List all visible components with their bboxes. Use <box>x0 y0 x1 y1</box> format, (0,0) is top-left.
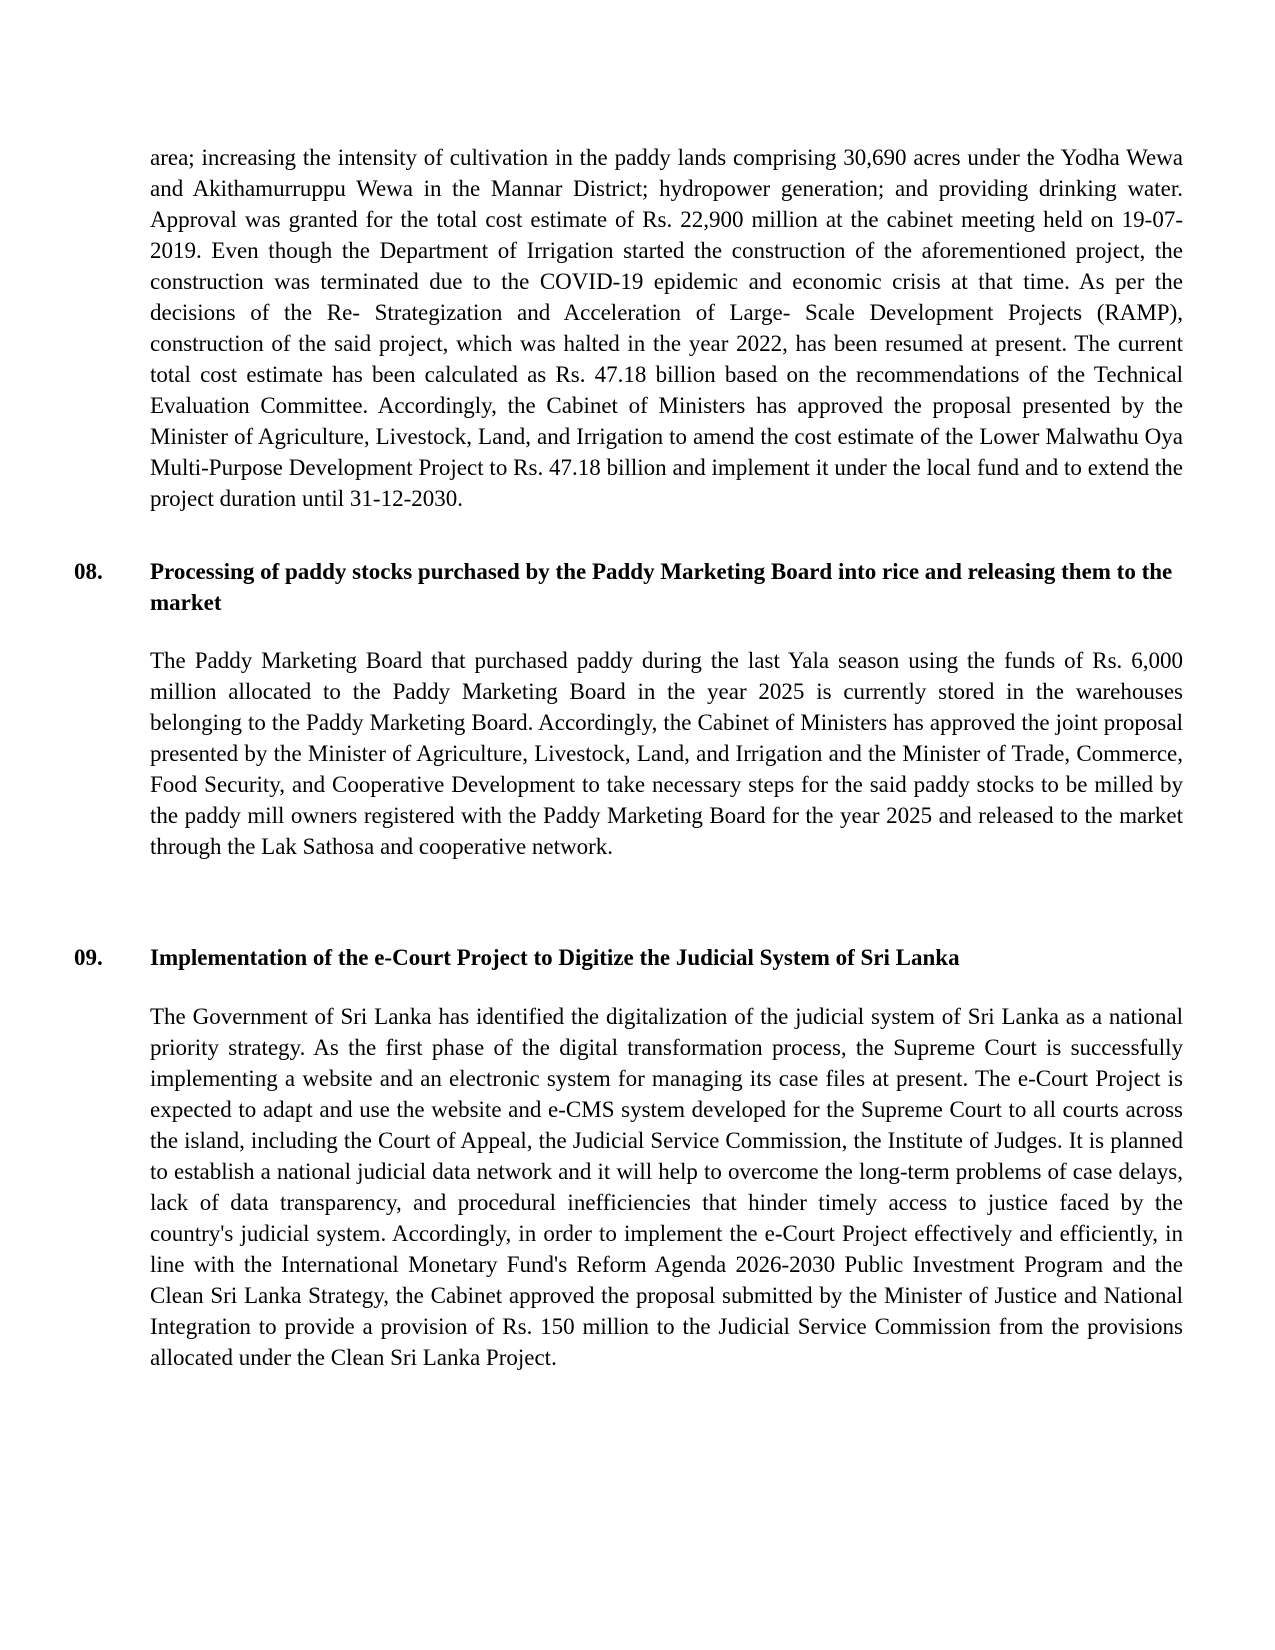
item-body-paragraph: The Government of Sri Lanka has identified the digitalization of the judicial system of Sri Lanka as a national priority strategy. As the first phase of the digital transformation process, the Supreme Court is successfully implementing a website and an electronic system for managing its case files at present. The e-Court Project is expected to adapt and use the website and e-CMS system developed for the Supreme Court to all courts across the island, including the Court of Appeal, the Judicial Service Commission, the Institute of Judges. It is planned to establish a national judicial data network and it will help to overcome the long-term problems of case delays, lack of data transparency, and procedural inefficiencies that hinder timely access to justice faced by the country's judicial system. Accordingly, in order to implement the e-Court Project effectively and efficiently, in line with the International Monetary Fund's Reform Agenda 2026-2030 Public Investment Program and the Clean Sri Lanka Strategy, the Cabinet approved the proposal submitted by the Minister of Justice and National Integration to provide a provision of Rs. 150 million to the Judicial Service Commission from the provisions allocated under the Clean Sri Lanka Project. <box>150 1004 1183 1370</box>
item-number: 08. <box>74 559 103 584</box>
item-heading: Implementation of the e-Court Project to Digitize the Judicial System of Sri Lanka <box>150 945 960 970</box>
item-body-paragraph: The Paddy Marketing Board that purchased paddy during the last Yala season using the funds of Rs. 6,000 million allocated to the Paddy Marketing Board in the year 2025 is currently stored in the warehouses belonging to the Paddy Marketing Board. Accordingly, the Cabinet of Ministers has approved the joint proposal presented by the Minister of Agriculture, Livestock, Land, and Irrigation and the Minister of Trade, Commerce, Food Security, and Cooperative Development to take necessary steps for the said paddy stocks to be milled by the paddy mill owners registered with the Paddy Marketing Board for the year 2025 and released to the market through the Lak Sathosa and cooperative network. <box>150 648 1183 859</box>
item-number: 09. <box>74 945 103 970</box>
continuation-paragraph: area; increasing the intensity of cultivation in the paddy lands comprising 30,690 acres under the Yodha Wewa and Akithamurruppu Wewa in the Mannar District; hydropower generation; and providing drinking water. Approval was granted for the total cost estimate of Rs. 22,900 million at the cabinet meeting held on 19-07-2019. Even though the Department of Irrigation started the construction of the aforementioned project, the construction was terminated due to the COVID-19 epidemic and economic crisis at that time. As per the decisions of the Re- Strategization and Acceleration of Large- Scale Development Projects (RAMP), construction of the said project, which was halted in the year 2022, has been resumed at present. The current total cost estimate has been calculated as Rs. 47.18 billion based on the recommendations of the Technical Evaluation Committee. Accordingly, the Cabinet of Ministers has approved the proposal presented by the Minister of Agriculture, Livestock, Land, and Irrigation to amend the cost estimate of the Lower Malwathu Oya Multi-Purpose Development Project to Rs. 47.18 billion and implement it under the local fund and to extend the project duration until 31-12-2030. <box>150 145 1183 511</box>
item-heading: Processing of paddy stocks purchased by the Paddy Marketing Board into rice and releasing them to the market <box>150 559 1173 615</box>
